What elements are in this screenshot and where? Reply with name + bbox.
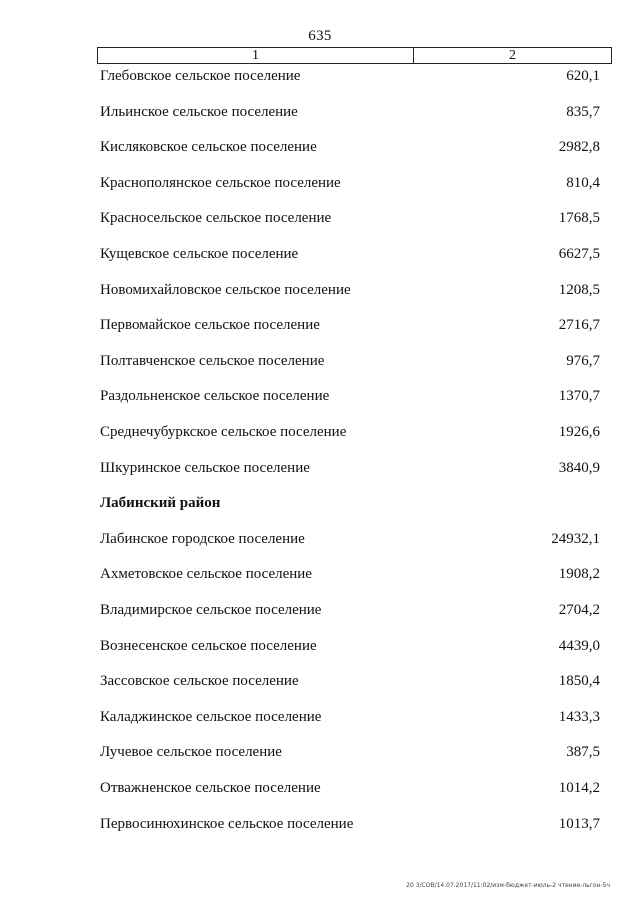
settlement-name: Владимирское сельское поселение bbox=[100, 602, 322, 618]
settlement-name: Кисляковское сельское поселение bbox=[100, 139, 317, 156]
settlement-name: Глебовское сельское поселение bbox=[100, 68, 301, 84]
settlement-value: 1013,7 bbox=[558, 815, 600, 832]
settlement-value: 1370,7 bbox=[558, 388, 600, 405]
settlement-name: Раздольненское сельское поселение bbox=[100, 388, 330, 405]
table-row bbox=[100, 741, 600, 763]
settlement-name: Первомайское сельское поселение bbox=[100, 317, 320, 334]
section-heading: Лабинский район bbox=[100, 495, 221, 512]
settlement-value: 2982,8 bbox=[558, 139, 600, 156]
table-header bbox=[97, 47, 612, 64]
settlement-value: 835,7 bbox=[566, 103, 600, 120]
settlement-name: Шкуринское сельское поселение bbox=[100, 459, 310, 476]
settlement-value: 620,1 bbox=[566, 68, 600, 84]
table-row bbox=[100, 706, 600, 728]
settlement-value: 1433,3 bbox=[558, 708, 600, 725]
table-row bbox=[100, 65, 600, 87]
page-number: 635 bbox=[308, 28, 332, 44]
settlement-value: 2704,2 bbox=[558, 602, 600, 618]
settlement-name: Красносельское сельское поселение bbox=[100, 210, 332, 227]
table-row bbox=[100, 528, 600, 550]
settlement-value: 1014,2 bbox=[558, 780, 600, 796]
settlement-name: Среднечубуркское сельское поселение bbox=[100, 424, 347, 440]
settlement-name: Ильинское сельское поселение bbox=[100, 103, 298, 120]
settlement-name: Вознесенское сельское поселение bbox=[100, 637, 317, 654]
settlement-name: Полтавченское сельское поселение bbox=[100, 352, 325, 369]
table-row bbox=[100, 457, 600, 479]
settlement-value: 1850,4 bbox=[558, 673, 600, 690]
header-column-2: 2 bbox=[509, 47, 516, 63]
table-row bbox=[100, 599, 600, 621]
header-column-1: 1 bbox=[98, 48, 414, 63]
settlement-value: 24932,1 bbox=[551, 530, 600, 547]
table-row bbox=[100, 172, 600, 194]
settlement-name: Отважненское сельское поселение bbox=[100, 780, 321, 796]
table-row bbox=[100, 243, 600, 265]
table-row bbox=[100, 385, 600, 407]
table-row bbox=[100, 777, 600, 799]
settlement-name: Зассовское сельское поселение bbox=[100, 673, 299, 690]
table-row bbox=[100, 314, 600, 336]
settlement-name: Ахметовское сельское поселение bbox=[100, 566, 312, 583]
settlement-name: Новомихайловское сельское поселение bbox=[100, 281, 351, 298]
settlement-value: 3840,9 bbox=[558, 459, 600, 476]
section-heading-row bbox=[100, 492, 600, 514]
table-row bbox=[100, 136, 600, 158]
settlement-value: 2716,7 bbox=[558, 317, 600, 334]
settlement-value: 387,5 bbox=[566, 744, 600, 761]
settlement-value: 6627,5 bbox=[558, 246, 600, 262]
settlement-value: 810,4 bbox=[566, 174, 600, 191]
settlement-name: Кущевское сельское поселение bbox=[100, 246, 299, 262]
table-row bbox=[100, 813, 600, 835]
table-row bbox=[100, 670, 600, 692]
settlement-value: 4439,0 bbox=[558, 637, 600, 654]
settlement-value: 1208,5 bbox=[558, 281, 600, 298]
table-row bbox=[100, 207, 600, 229]
settlement-name: Лучевое сельское поселение bbox=[100, 744, 282, 761]
table-row bbox=[100, 101, 600, 123]
table-row bbox=[100, 421, 600, 443]
settlement-name: Лабинское городское поселение bbox=[100, 530, 305, 547]
settlement-value: 976,7 bbox=[566, 352, 600, 369]
settlement-name: Первосинюхинское сельское поселение bbox=[100, 815, 354, 832]
table-row bbox=[100, 563, 600, 585]
table-row bbox=[100, 635, 600, 657]
table-row bbox=[100, 279, 600, 301]
footer-file-path: 20 3/СОВ/14.07.2017/11:02/изм-бюджет-июль-2 чтение-льгон-5ч bbox=[406, 882, 610, 889]
settlement-value: 1768,5 bbox=[558, 210, 600, 227]
settlement-value: 1908,2 bbox=[558, 566, 600, 583]
table-row bbox=[100, 350, 600, 372]
settlement-name: Краснополянское сельское поселение bbox=[100, 174, 341, 191]
settlement-value: 1926,6 bbox=[558, 424, 600, 440]
settlement-name: Каладжинское сельское поселение bbox=[100, 708, 322, 725]
